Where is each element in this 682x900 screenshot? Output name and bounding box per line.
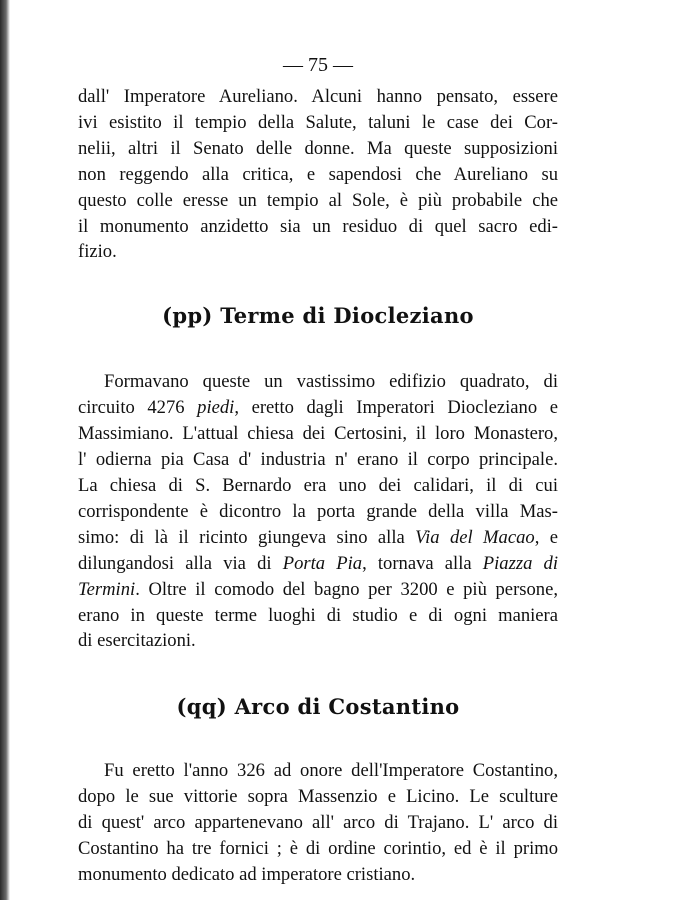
text-line: fizio. — [78, 241, 117, 263]
arco-paragraph — [78, 758, 558, 888]
text-line: questo colle eresse un tempio al Sole, è più probabile che — [78, 189, 558, 211]
text-line: Fu eretto l'anno 326 ad onore dell'Imperatore Costantino, — [104, 760, 558, 782]
text-run: simo: di là il ricinto giungeva sino alla — [78, 526, 416, 548]
text-line: Massimiano. L'attual chiesa dei Certosini, il loro Monastero, — [78, 423, 558, 445]
text-line — [78, 577, 558, 603]
section-heading-arco-di-costantino: (qq) Arco di Costantino — [176, 694, 460, 720]
text-run: , eretto dagli Imperatori Diocleziano e — [234, 397, 558, 419]
text-line: dopo le sue vittorie sopra Massenzio e Licino. Le sculture — [78, 786, 558, 808]
text-line: l' odierna pia Casa d' industria n' erano il corpo principale. — [78, 449, 558, 471]
text-line: dall' Imperatore Aureliano. Alcuni hanno pensato, essere — [78, 86, 558, 107]
text-run: . Oltre il comodo del bagno per 3200 e più persone, — [135, 578, 558, 600]
text-line: Formavano queste un vastissimo edifizio quadrato, di — [104, 371, 558, 393]
page-binding-shadow — [0, 0, 10, 900]
text-run: circuito 4276 — [78, 397, 198, 419]
italic-term-piedi: piedi — [197, 397, 235, 419]
text-line: il monumento anzidetto sia un residuo di quel sacro edi- — [78, 215, 558, 237]
text-line: monumento dedicato ad imperatore cristiano. — [78, 863, 416, 885]
italic-place-porta-pia: Porta Pia — [282, 552, 363, 574]
italic-place-via-del-macao: Via del Macao — [415, 526, 535, 548]
text-line: di quest' arco appartenevano all' arco di Trajano. L' arco di — [78, 812, 558, 834]
text-line: Costantino ha tre fornici ; è di ordine corintio, ed è il primo — [78, 838, 558, 860]
text-line: corrispondente è dicontro la porta grande della villa Mas- — [78, 500, 558, 522]
text-line: La chiesa di S. Bernardo era uno dei calidari, il di cui — [78, 474, 558, 496]
text-line: ivi esistito il tempio della Salute, taluni le case dei Cor- — [78, 111, 558, 133]
terme-paragraph — [78, 369, 558, 654]
text-line — [78, 525, 558, 551]
italic-place-termini: Termini — [78, 578, 136, 600]
text-line: erano in queste terme luoghi di studio e di ogni maniera — [78, 604, 558, 626]
text-line: nelii, altri il Senato delle donne. Ma queste supposizioni — [78, 137, 558, 159]
text-run: , e — [534, 526, 558, 548]
text-run: , tornava alla — [362, 552, 483, 574]
text-line — [78, 395, 558, 421]
text-line: di esercitazioni. — [78, 630, 196, 652]
italic-place-piazza-di: Piazza di — [482, 552, 558, 574]
intro-paragraph — [78, 84, 558, 265]
page-number: — 75 — — [283, 54, 353, 76]
section-heading-terme-di-diocleziano: (pp) Terme di Diocleziano — [162, 303, 474, 329]
text-line — [78, 551, 558, 577]
text-line: non reggendo alla critica, e sapendosi che Aureliano su — [78, 163, 558, 185]
book-page — [78, 52, 558, 888]
text-run: dilungandosi alla via di — [78, 552, 283, 574]
